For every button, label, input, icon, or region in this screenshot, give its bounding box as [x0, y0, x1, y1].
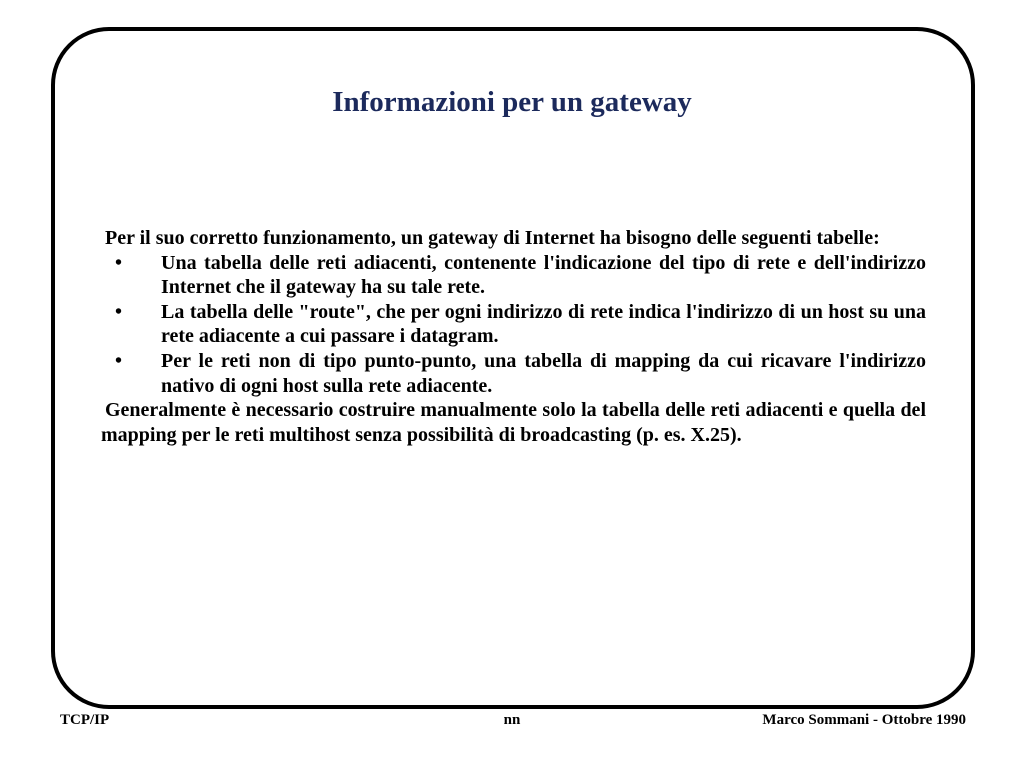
conclusion-paragraph: Generalmente è necessario costruire manualmente solo la tabella delle reti adiacenti e quella del mapping per le reti multihost senza possibilità di broadcasting (p. es. X.25).: [101, 399, 926, 446]
list-item: [101, 300, 926, 349]
footer-author-date: Marco Sommani - Ottobre 1990: [762, 712, 966, 728]
bullet-icon: •: [115, 300, 123, 323]
intro-paragraph: Per il suo corretto funzionamento, un gateway di Internet ha bisogno delle seguenti tabelle:: [105, 227, 880, 249]
tables-list: [101, 251, 926, 399]
footer-course: TCP/IP: [60, 712, 110, 728]
bullet-icon: •: [115, 251, 123, 274]
list-item: [101, 251, 926, 300]
list-item-text: Per le reti non di tipo punto-punto, una tabella di mapping da cui ricavare l'indirizzo nativo di ogni host sulla rete adiacente.: [161, 349, 926, 397]
slide-title: Informazioni per un gateway: [332, 86, 692, 118]
list-item: [101, 349, 926, 398]
list-item-text: Una tabella delle reti adiacenti, contenente l'indicazione del tipo di rete e dell'indirizzo Internet che il gateway ha su tale rete.: [161, 251, 926, 299]
footer-page-number: nn: [503, 712, 521, 728]
slide-body: [101, 226, 926, 447]
list-item-text: La tabella delle "route", che per ogni indirizzo di rete indica l'indirizzo di un host su una rete adiacente a cui passare i datagram.: [161, 300, 926, 348]
bullet-icon: •: [115, 349, 123, 372]
